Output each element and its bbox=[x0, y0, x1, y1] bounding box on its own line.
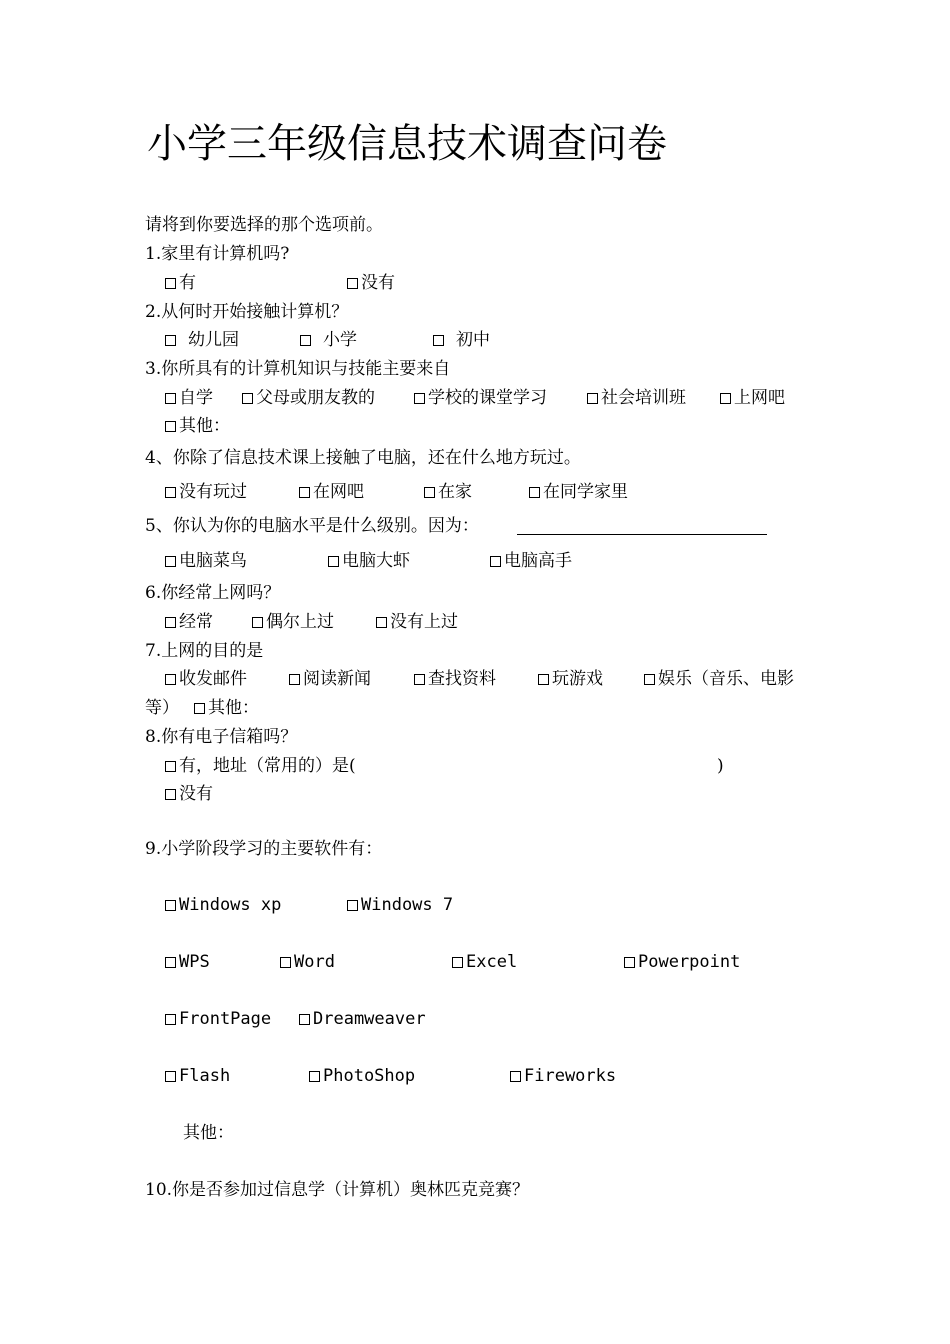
q4-option-classmate[interactable]: 在同学家里 bbox=[529, 480, 628, 504]
q5-option-intermediate[interactable]: 电脑大虾 bbox=[328, 549, 410, 573]
checkbox-icon bbox=[624, 957, 635, 968]
reason-blank-line[interactable] bbox=[517, 534, 767, 535]
q3-option-netcafe[interactable]: 上网吧 bbox=[720, 386, 785, 410]
checkbox-icon bbox=[376, 617, 387, 628]
q5-option-beginner[interactable]: 电脑菜鸟 bbox=[165, 549, 247, 573]
checkbox-icon bbox=[194, 703, 205, 714]
q3-option-training[interactable]: 社会培训班 bbox=[587, 386, 686, 410]
q7-option-research[interactable]: 查找资料 bbox=[414, 667, 496, 691]
question-7: 7.上网的目的是 bbox=[145, 641, 264, 661]
q6-option-often[interactable]: 经常 bbox=[165, 610, 213, 634]
q3-option-school[interactable]: 学校的课堂学习 bbox=[414, 386, 547, 410]
checkbox-icon bbox=[165, 1014, 176, 1025]
checkbox-icon bbox=[414, 393, 425, 404]
q2-option-junior[interactable]: 初中 bbox=[433, 328, 490, 352]
question-2: 2.从何时开始接触计算机？ bbox=[145, 302, 349, 322]
q3-option-parents[interactable]: 父母或朋友教的 bbox=[242, 386, 375, 410]
checkbox-icon bbox=[433, 335, 444, 346]
q4-option-never[interactable]: 没有玩过 bbox=[165, 480, 247, 504]
q5-option-expert[interactable]: 电脑高手 bbox=[490, 549, 572, 573]
question-4: 4、你除了信息技术课上接触了电脑，还在什么地方玩过。 bbox=[145, 448, 581, 468]
q9-option-excel[interactable]: Excel bbox=[452, 950, 517, 974]
q9-option-winxp[interactable]: Windows xp bbox=[165, 893, 281, 917]
question-8: 8.你有电子信箱吗？ bbox=[145, 727, 298, 747]
page-title: 小学三年级信息技术调查问卷 bbox=[147, 121, 667, 167]
q1-option-yes[interactable]: 有 bbox=[165, 271, 196, 295]
q9-option-fireworks[interactable]: Fireworks bbox=[510, 1064, 616, 1088]
question-6: 6.你经常上网吗？ bbox=[145, 583, 281, 603]
q7-option-games[interactable]: 玩游戏 bbox=[538, 667, 603, 691]
checkbox-icon bbox=[538, 674, 549, 685]
checkbox-icon bbox=[510, 1071, 521, 1082]
checkbox-icon bbox=[165, 556, 176, 567]
checkbox-icon bbox=[165, 674, 176, 685]
q2-option-kindergarten[interactable]: 幼儿园 bbox=[165, 328, 239, 352]
checkbox-icon bbox=[165, 1071, 176, 1082]
question-10: 10.你是否参加过信息学（计算机）奥林匹克竞赛？ bbox=[145, 1180, 530, 1200]
checkbox-icon bbox=[165, 761, 176, 772]
q9-option-frontpage[interactable]: FrontPage bbox=[165, 1007, 271, 1031]
checkbox-icon bbox=[328, 556, 339, 567]
q4-option-netcafe[interactable]: 在网吧 bbox=[299, 480, 364, 504]
q7-option-other[interactable]: 其他： bbox=[194, 696, 259, 720]
q7-option-news[interactable]: 阅读新闻 bbox=[289, 667, 371, 691]
checkbox-icon bbox=[252, 617, 263, 628]
checkbox-icon bbox=[280, 957, 291, 968]
question-9: 9.小学阶段学习的主要软件有： bbox=[145, 839, 383, 859]
q8-option-yes[interactable]: 有，地址（常用的）是( bbox=[165, 754, 356, 778]
q6-option-never[interactable]: 没有上过 bbox=[376, 610, 458, 634]
question-5: 5、你认为你的电脑水平是什么级别。因为： bbox=[145, 516, 479, 536]
checkbox-icon bbox=[347, 278, 358, 289]
q7-option-email[interactable]: 收发邮件 bbox=[165, 667, 247, 691]
checkbox-icon bbox=[720, 393, 731, 404]
checkbox-icon bbox=[299, 1014, 310, 1025]
checkbox-icon bbox=[490, 556, 501, 567]
q8-option-no[interactable]: 没有 bbox=[165, 782, 213, 806]
q2-option-primary[interactable]: 小学 bbox=[300, 328, 357, 352]
checkbox-icon bbox=[289, 674, 300, 685]
checkbox-icon bbox=[165, 617, 176, 628]
instruction-text: 请将到你要选择的那个选项前。 bbox=[145, 215, 383, 235]
checkbox-icon bbox=[644, 674, 655, 685]
question-1: 1.家里有计算机吗? bbox=[145, 244, 290, 264]
q9-option-photoshop[interactable]: PhotoShop bbox=[309, 1064, 415, 1088]
q4-option-home[interactable]: 在家 bbox=[424, 480, 472, 504]
checkbox-icon bbox=[165, 487, 176, 498]
checkbox-icon bbox=[587, 393, 598, 404]
q9-option-powerpoint[interactable]: Powerpoint bbox=[624, 950, 740, 974]
checkbox-icon bbox=[165, 335, 176, 346]
checkbox-icon bbox=[452, 957, 463, 968]
q9-option-flash[interactable]: Flash bbox=[165, 1064, 230, 1088]
checkbox-icon bbox=[165, 393, 176, 404]
checkbox-icon bbox=[165, 278, 176, 289]
checkbox-icon bbox=[165, 957, 176, 968]
q3-option-other[interactable]: 其他： bbox=[165, 414, 230, 438]
checkbox-icon bbox=[309, 1071, 320, 1082]
q9-option-word[interactable]: Word bbox=[280, 950, 335, 974]
checkbox-icon bbox=[299, 487, 310, 498]
q3-option-self[interactable]: 自学 bbox=[165, 386, 213, 410]
checkbox-icon bbox=[529, 487, 540, 498]
checkbox-icon bbox=[424, 487, 435, 498]
q8-close-paren: ) bbox=[717, 756, 724, 776]
q9-option-dreamweaver[interactable]: Dreamweaver bbox=[299, 1007, 426, 1031]
checkbox-icon bbox=[165, 421, 176, 432]
q9-other-label: 其他： bbox=[183, 1123, 234, 1143]
checkbox-icon bbox=[165, 789, 176, 800]
q9-option-wps[interactable]: WPS bbox=[165, 950, 210, 974]
checkbox-icon bbox=[347, 900, 358, 911]
checkbox-icon bbox=[242, 393, 253, 404]
checkbox-icon bbox=[165, 900, 176, 911]
question-3: 3.你所具有的计算机知识与技能主要来自 bbox=[145, 359, 451, 379]
checkbox-icon bbox=[300, 335, 311, 346]
q7-option-entertainment[interactable]: 娱乐（音乐、电影 bbox=[644, 667, 794, 691]
q9-option-win7[interactable]: Windows 7 bbox=[347, 893, 453, 917]
checkbox-icon bbox=[414, 674, 425, 685]
q1-option-no[interactable]: 没有 bbox=[347, 271, 395, 295]
q7-wrap-text: 等） bbox=[145, 698, 179, 718]
q6-option-sometimes[interactable]: 偶尔上过 bbox=[252, 610, 334, 634]
